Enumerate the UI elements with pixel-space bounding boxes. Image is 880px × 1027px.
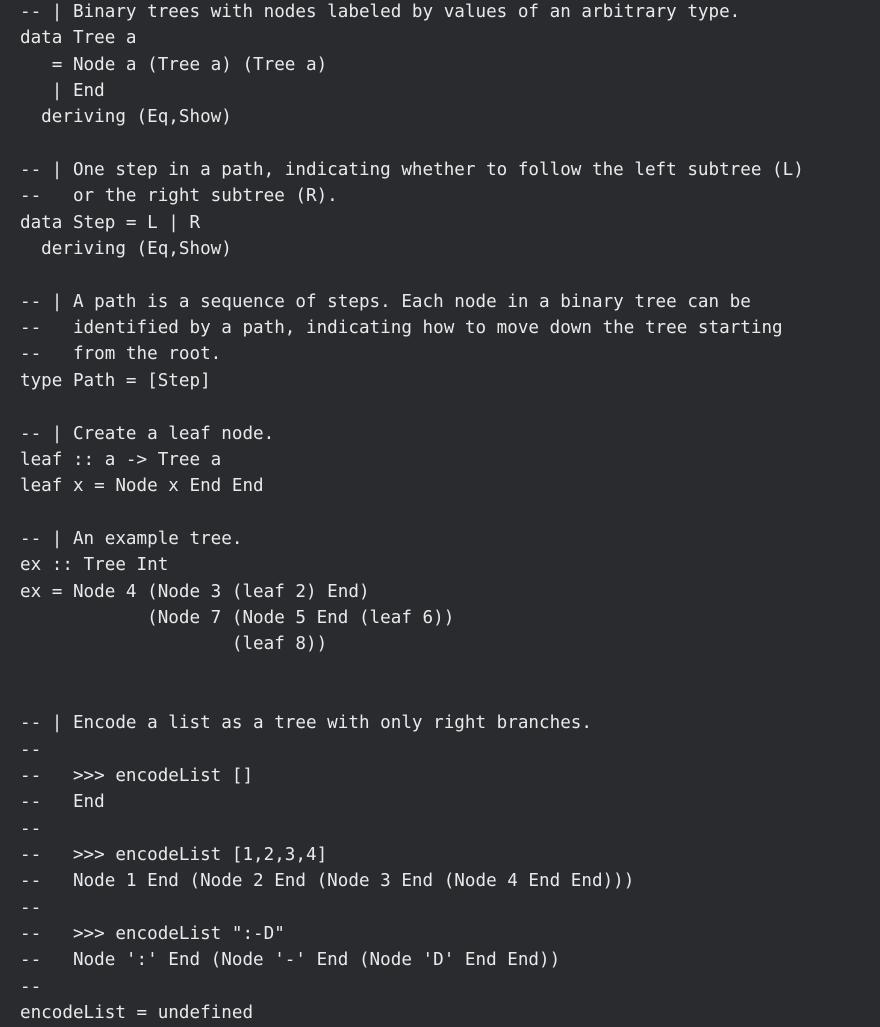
code-line[interactable]: -- identified by a path, indicating how to move down the tree starting xyxy=(20,318,783,339)
code-line[interactable] xyxy=(20,659,880,685)
code-line[interactable]: -- | Create a leaf node. xyxy=(20,423,275,444)
code-line[interactable]: -- xyxy=(20,976,42,997)
code-line[interactable]: -- End xyxy=(20,792,105,813)
code-line[interactable] xyxy=(20,501,880,527)
code-text[interactable] xyxy=(20,0,880,1027)
code-line[interactable]: -- xyxy=(20,897,42,918)
code-line[interactable]: -- Node 1 End (Node 2 End (Node 3 End (Node 4 End End))) xyxy=(20,871,635,892)
code-line[interactable] xyxy=(20,263,880,289)
code-line[interactable]: -- | Encode a list as a tree with only right branches. xyxy=(20,713,592,734)
code-line[interactable]: | End xyxy=(20,81,105,102)
code-line[interactable] xyxy=(20,395,880,421)
code-line[interactable]: (Node 7 (Node 5 End (leaf 6)) xyxy=(20,607,455,628)
code-line[interactable]: leaf x = Node x End End xyxy=(20,476,264,497)
code-line[interactable]: -- >>> encodeList [1,2,3,4] xyxy=(20,845,328,865)
code-line[interactable]: -- or the right subtree (R). xyxy=(20,186,338,207)
code-line[interactable]: -- | A path is a sequence of steps. Each node in a binary tree can be xyxy=(20,291,751,312)
code-line[interactable]: ex :: Tree Int xyxy=(20,555,169,576)
code-line[interactable]: -- >>> encodeList [] xyxy=(20,765,254,786)
code-line[interactable]: deriving (Eq,Show) xyxy=(20,107,232,128)
code-line[interactable]: -- | An example tree. xyxy=(20,528,243,549)
code-line[interactable]: type Path = [Step] xyxy=(20,370,211,391)
code-line[interactable]: -- Node ':' End (Node '-' End (Node 'D' End End)) xyxy=(20,950,561,971)
code-line[interactable]: ex = Node 4 (Node 3 (leaf 2) End) xyxy=(20,581,370,602)
code-line[interactable]: (leaf 8)) xyxy=(20,634,328,655)
code-line[interactable]: data Tree a xyxy=(20,28,137,49)
code-line[interactable]: data Step = L | R xyxy=(20,212,201,233)
code-line[interactable]: -- | Binary trees with nodes labeled by values of an arbitrary type. xyxy=(20,2,741,22)
code-line[interactable]: deriving (Eq,Show) xyxy=(20,239,232,260)
code-line[interactable]: -- xyxy=(20,739,42,760)
code-line[interactable]: -- >>> encodeList ":-D" xyxy=(20,924,285,945)
code-line[interactable]: -- from the root. xyxy=(20,344,222,365)
code-line[interactable]: -- xyxy=(20,818,42,839)
code-line[interactable] xyxy=(20,685,880,711)
code-line[interactable]: -- | One step in a path, indicating whether to follow the left subtree (L) xyxy=(20,160,804,181)
code-line[interactable]: leaf :: a -> Tree a xyxy=(20,449,222,470)
code-line[interactable]: = Node a (Tree a) (Tree a) xyxy=(20,54,328,75)
code-line[interactable] xyxy=(20,132,880,158)
code-line[interactable]: encodeList = undefined xyxy=(20,1003,254,1024)
